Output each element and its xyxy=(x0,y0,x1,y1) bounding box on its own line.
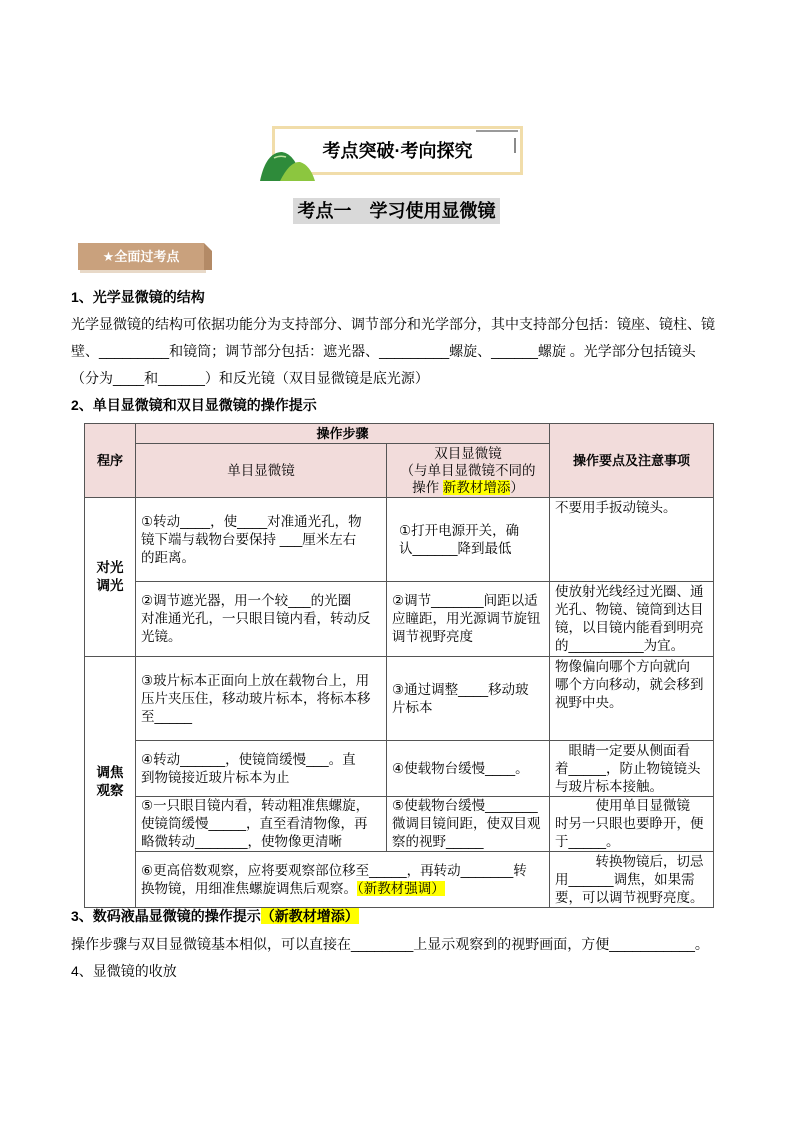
cell-line: 的距离。 xyxy=(141,549,195,565)
tag-label: ★全面过考点 xyxy=(102,249,180,264)
header-bino-text: 操作 xyxy=(412,480,443,495)
cell-bino xyxy=(387,582,550,657)
cell-line: 认______降到最低 xyxy=(399,540,512,556)
cell-line: 片标本 xyxy=(392,699,433,715)
cell-line: ②调节遮光器，用一个较___的光圈 xyxy=(141,593,352,608)
cell-line: 调节视野亮度 xyxy=(392,629,473,644)
section-1-line: 光学显微镜的结构可依据功能分为支持部分、调节部分和光学部分，其中支持部分包括：镜座、镜柱、镜 xyxy=(71,316,715,332)
section-1-line: 壁、_________和镜筒；调节部分包括：遮光器、_________螺旋、______螺旋 。光学部分包括镜头 xyxy=(71,343,696,359)
section-title: 考点一 学习使用显微镜 xyxy=(293,198,500,224)
section-4-heading: 4、显微镜的收放 xyxy=(71,963,177,979)
section-1-heading: 1、光学显微镜的结构 xyxy=(71,289,205,305)
cell-merged xyxy=(136,852,550,908)
section-1-line: （分为____和______）和反光镜（双目显微镜是底光源） xyxy=(71,370,429,386)
header-bino-text: ） xyxy=(510,480,524,495)
cell-mono xyxy=(136,657,387,741)
cell-line: ④转动______，使镜筒缓慢___。直 xyxy=(141,751,356,767)
section-3 xyxy=(71,903,709,986)
cell-line: ③通过调整____移动玻 xyxy=(392,681,529,697)
cell-line: 转换物镜后，切忌 xyxy=(555,853,704,869)
section-3-heading-text: 3、数码液晶显微镜的操作提示 xyxy=(71,908,261,924)
cell-line: 到物镜接近玻片标本为止 xyxy=(141,769,290,785)
new-edition-highlight: 新教材增添 xyxy=(442,480,511,495)
banner-title: 考点突破·考向探究 xyxy=(322,141,473,161)
cell-bino xyxy=(387,498,550,582)
header-bino-line: 双目显微镜 xyxy=(434,446,502,461)
banner-decoration-bar xyxy=(514,138,516,153)
group-focus-observe xyxy=(85,657,136,908)
cell-line: 察的视野_____ xyxy=(392,834,484,849)
banner-decoration-line xyxy=(476,130,518,132)
cell-note xyxy=(550,582,714,657)
cell-line: 的__________为宜。 xyxy=(555,638,685,653)
section-3-heading xyxy=(71,903,709,931)
group-label: 观察 xyxy=(96,783,124,798)
table-row xyxy=(85,498,714,582)
cell-line: ①转动____，使____对准通光孔，物 xyxy=(141,513,362,529)
cell-line: 使镜筒缓慢_____，直至看清物像，再 xyxy=(141,816,368,831)
cell-line: 眼睛一定要从侧面看 xyxy=(555,742,691,758)
cell-line: 光镜。 xyxy=(141,629,182,644)
cell-line: 着_____，防止物镜镜头 xyxy=(555,760,701,776)
cell-note xyxy=(550,852,714,908)
group-label: 调焦 xyxy=(96,765,124,780)
cell-line: ④使载物台缓慢____。 xyxy=(392,760,529,776)
cell-bino xyxy=(387,741,550,797)
cell-line: 哪个方向移动，就会移到 xyxy=(555,677,704,692)
section-2-heading: 2、单目显微镜和双目显微镜的操作提示 xyxy=(71,397,317,413)
cell-line: ⑥更高倍数观察，应将要观察部位移至_____，再转动_______转 xyxy=(141,862,527,878)
cell-line: 时另一只眼也要睁开，便 xyxy=(555,816,704,831)
cell-line xyxy=(141,880,544,898)
hills-icon xyxy=(260,148,316,182)
cell-line: 至_____ xyxy=(141,708,193,724)
cell-note xyxy=(550,498,714,582)
cell-note xyxy=(550,657,714,741)
cell-line: 于_____。 xyxy=(555,834,620,849)
new-edition-highlight: （新教材强调） xyxy=(357,880,445,896)
cell-line: 物像偏向哪个方向就向 xyxy=(555,659,691,674)
table-row xyxy=(85,741,714,797)
cell-bino xyxy=(387,797,550,852)
header-procedure: 程序 xyxy=(85,424,136,498)
cell-line: 略微转动_______，使物像更清晰 xyxy=(141,834,343,849)
cell-line: 与玻片标本接触。 xyxy=(555,778,664,794)
cell-line: 微调目镜间距，使双目观 xyxy=(392,816,541,831)
cell-line: 视野中央。 xyxy=(555,695,623,710)
cell-line: 压片夹压住，移动玻片标本，将标本移 xyxy=(141,690,371,706)
cell-line: 用______调焦，如果需 xyxy=(555,871,695,887)
table-row xyxy=(85,657,714,741)
section-3-body: 操作步骤与双目显微镜基本相似，可以直接在________上显示观察到的视野画面，方便___________。 xyxy=(71,935,709,952)
table-header-row xyxy=(85,424,714,444)
cell-line: ⑤使载物台缓慢_______ xyxy=(392,798,538,813)
cell-line: 镜，以目镜内能看到明亮 xyxy=(555,620,704,635)
cell-line: 要，可以调节视野亮度。 xyxy=(555,889,704,905)
header-notes: 操作要点及注意事项 xyxy=(550,424,714,498)
section-1 xyxy=(71,284,715,419)
cell-line: ③玻片标本正面向上放在载物台上，用 xyxy=(141,672,370,688)
cell-line: 镜下端与载物台要保持 ___厘米左右 xyxy=(141,531,357,547)
cell-mono xyxy=(136,797,387,852)
operation-table xyxy=(84,423,714,908)
cell-mono xyxy=(136,741,387,797)
header-steps: 操作步骤 xyxy=(136,424,550,444)
header-bino-line xyxy=(392,479,544,496)
cell-line: ②调节_______间距以适 xyxy=(392,593,538,608)
cell-mono xyxy=(136,582,387,657)
cell-note xyxy=(550,797,714,852)
table-row xyxy=(85,582,714,657)
cell-line: 使放射光线经过光圈、通 xyxy=(555,584,704,599)
cell-line: 使用单目显微镜 xyxy=(555,798,691,813)
cell-note xyxy=(550,741,714,797)
group-light-adjust xyxy=(85,498,136,657)
cell-mono xyxy=(136,498,387,582)
cell-line: 光孔、物镜、镜筒到达目 xyxy=(555,602,704,617)
cell-line: 应瞳距，用光源调节旋钮 xyxy=(392,611,541,626)
cell-line: 对准通光孔，一只眼目镜内看，转动反 xyxy=(141,611,371,626)
group-label: 对光 xyxy=(96,560,124,575)
cell-line: 不要用手扳动镜头。 xyxy=(555,500,677,515)
header-bino-line: （与单目显微镜不同的 xyxy=(400,463,536,478)
cell-bino xyxy=(387,657,550,741)
table-row xyxy=(85,852,714,908)
cell-line: ①打开电源开关，确 xyxy=(399,522,520,538)
header-bino xyxy=(387,444,550,498)
cell-text: 换物镜，用细准焦螺旋调焦后观察。 xyxy=(141,880,357,896)
header-mono: 单目显微镜 xyxy=(136,444,387,498)
group-label: 调光 xyxy=(96,578,124,593)
table-row xyxy=(85,797,714,852)
new-edition-highlight: （新教材增添） xyxy=(260,908,359,924)
cell-line: ⑤一只眼目镜内看，转动粗准焦螺旋， xyxy=(141,798,370,813)
